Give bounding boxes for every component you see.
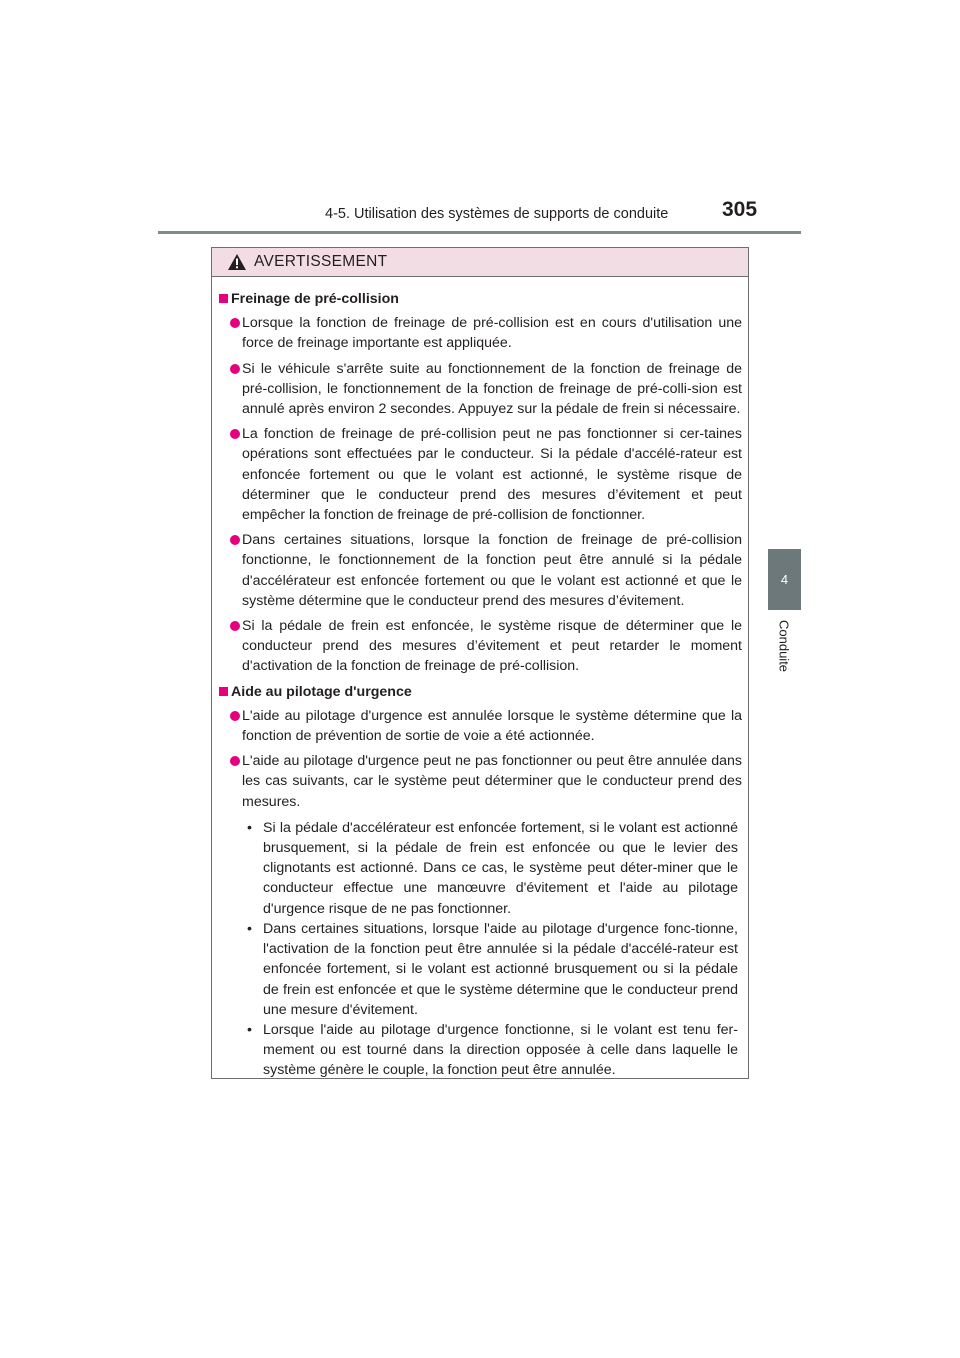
bullet: • (247, 920, 252, 937)
page-number: 305 (722, 198, 758, 221)
chapter-number: 4 (780, 572, 789, 587)
section-emergency-steering (219, 682, 742, 1081)
round-bullet-icon (230, 621, 240, 631)
round-bullet-icon (230, 535, 240, 545)
round-bullet-icon (230, 756, 240, 766)
warning-title: AVERTISSEMENT (254, 253, 388, 270)
list-item: Si la pédale de frein est enfoncée, le système risque de déterminer que le conducteur prend des mesures d’évitement et peut retarder le moment d'activation de la fonction de freinage de pré-collision. (219, 616, 742, 677)
round-bullet-icon (230, 711, 240, 721)
list-item: La fonction de freinage de pré-collision peut ne pas fonctionner si cer-taines opérations sont effectuées par le conducteur. Si la pédale d'accélé-rateur est enfoncée fortement ou que le volant est actionné, le système risque de déterminer que le conducteur prend des mesures d’évitement et peut empêcher la fonction de freinage de pré-collision de fonctionner. (219, 424, 742, 525)
list-item: Dans certaines situations, lorsque la fonction de freinage de pré-collision fonctionne, le fonctionnement de la fonction peut être annulé si la pédale d'accélérateur est enfoncée fortement ou que le volant est actionné et que le système détermine que le conducteur prend des mesures d’évitement. (219, 530, 742, 611)
chapter-tab (768, 549, 801, 610)
section-pre-collision-braking (219, 289, 742, 677)
square-bullet-icon (219, 687, 228, 696)
bullet: • (247, 819, 252, 836)
round-bullet-icon (230, 364, 240, 374)
sub-list-item: • Dans certaines situations, lorsque l'aide au pilotage d'urgence fonc-tionne, l'activation de la fonction peut être annulée si la pédale d'accélé-rateur est enfoncée fortement, si le volant est actionné brusquement ou si la pédale de frein est enfoncée et que le système détermine que le conducteur prend une mesure d'évitement. (247, 920, 738, 1018)
list-item: Lorsque la fonction de freinage de pré-collision est en cours d'utilisation une force de freinage importante est appliquée. (219, 313, 742, 353)
round-bullet-icon (230, 318, 240, 328)
sub-list-item: • Si la pédale d'accélérateur est enfoncée fortement, si le volant est actionné brusquement, si la pédale de frein est enfoncée ou que le levier des clignotants est actionné. Dans ce cas, le système peut déter-miner que le conducteur effectue une manœuvre d'évitement et l'aide au pilotage d'urgence risque de ne pas fonctionner. (247, 819, 738, 917)
square-bullet-icon (219, 294, 228, 303)
section-heading: Aide au pilotage d'urgence (219, 682, 742, 702)
section-title: 4-5. Utilisation des systèmes de supports de conduite (325, 206, 669, 222)
sub-list-item: • Lorsque l'aide au pilotage d'urgence fonctionne, si le volant est tenu fer-mement ou est tourné dans la direction opposée à celle dans laquelle le système génère le couple, la fonction peut être annulée. (247, 1021, 738, 1079)
list-item: L'aide au pilotage d'urgence est annulée lorsque le système détermine que la fonction de prévention de sortie de voie a été actionnée. (219, 706, 742, 746)
sub-list (219, 818, 742, 1081)
warning-body (212, 277, 748, 1081)
header-divider (158, 231, 801, 234)
section-heading: Freinage de pré-collision (219, 289, 742, 309)
warning-triangle-icon (228, 254, 246, 270)
warning-box (211, 247, 749, 1079)
list-item: Si le véhicule s'arrête suite au fonctionnement de la fonction de freinage de pré-collision, le fonctionnement de la fonction de freinage de pré-colli-sion est annulé après environ 2 secondes. Appuyez sur la pédale de frein si nécessaire. (219, 359, 742, 420)
list-item: L'aide au pilotage d'urgence peut ne pas fonctionner ou peut être annulée dans les cas suivants, car le système peut déterminer que le conducteur prend des mesures. (219, 751, 742, 812)
chapter-label: Conduite (776, 620, 792, 673)
bullet: • (247, 1021, 252, 1038)
warning-header (212, 248, 748, 277)
round-bullet-icon (230, 429, 240, 439)
